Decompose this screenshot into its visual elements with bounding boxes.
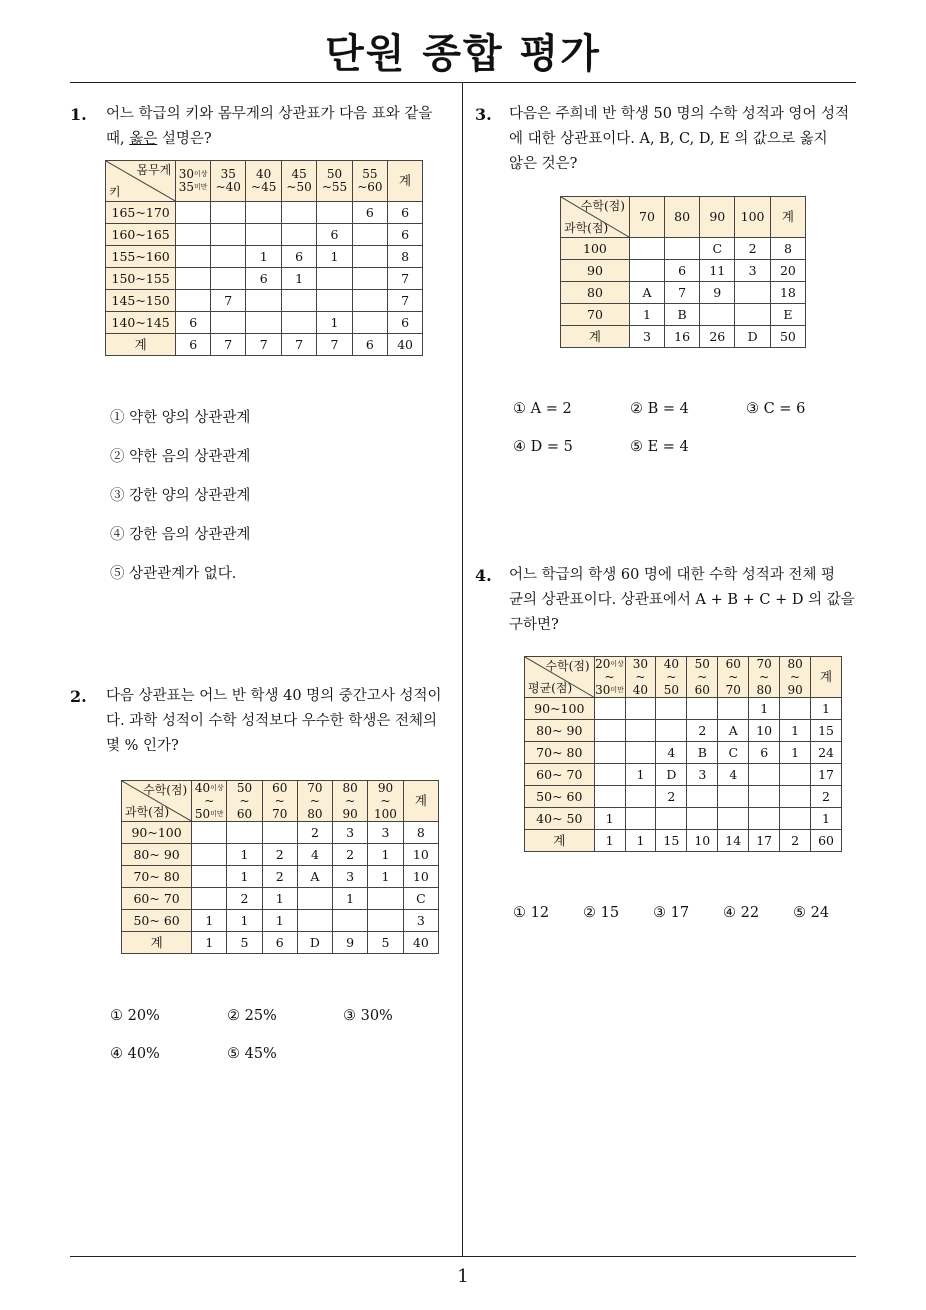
- table-cell: 1: [227, 844, 262, 866]
- col-header: 40 ~45: [246, 161, 281, 202]
- option-1[interactable]: ① 12: [513, 905, 550, 921]
- table-cell: 1: [749, 698, 780, 720]
- table-cell: 3: [687, 764, 718, 786]
- table-cell: 7: [211, 290, 246, 312]
- table-row: [106, 268, 423, 290]
- table-cell: [192, 822, 227, 844]
- table-cell: 15: [656, 830, 687, 852]
- table-cell: 8: [770, 238, 805, 260]
- table-cell: [211, 202, 246, 224]
- table-row: [106, 202, 423, 224]
- table-cell: 40~ 50: [525, 808, 595, 830]
- col-header: 70 ~ 80: [749, 657, 780, 698]
- table-row: [122, 888, 439, 910]
- question-text: 구하면?: [509, 617, 559, 633]
- table-cell: [687, 786, 718, 808]
- col-header: 35 ~40: [211, 161, 246, 202]
- table-cell: 3: [403, 910, 438, 932]
- table-row: [106, 224, 423, 246]
- col-header: 90: [700, 197, 735, 238]
- table-cell: A: [297, 866, 332, 888]
- table-cell: D: [656, 764, 687, 786]
- table-cell: [594, 698, 625, 720]
- option-4[interactable]: ④ 강한 음의 상관관계: [110, 527, 251, 543]
- table-cell: 6: [176, 312, 211, 334]
- table-cell: 4: [656, 742, 687, 764]
- table-cell: C: [700, 238, 735, 260]
- table-cell: 1: [594, 830, 625, 852]
- option-4[interactable]: ④ D = 5: [513, 439, 573, 455]
- table-cell: [687, 808, 718, 830]
- option-5[interactable]: ⑤ 상관관계가 없다.: [110, 566, 237, 582]
- table-cell: 3: [629, 326, 664, 348]
- table-row: [561, 238, 806, 260]
- correlation-table-q3: [560, 196, 806, 348]
- table-cell: 6: [388, 202, 423, 224]
- table-cell: [352, 246, 387, 268]
- table-cell: 2: [262, 866, 297, 888]
- table-cell: 1: [262, 888, 297, 910]
- table-cell: 70~ 80: [122, 866, 192, 888]
- table-cell: 9: [333, 932, 368, 954]
- option-1[interactable]: ① A = 2: [513, 401, 572, 417]
- col-total-header: 계: [770, 197, 805, 238]
- question-text: 때, 옳은 설명은?: [106, 131, 212, 147]
- top-rule: [70, 82, 856, 83]
- table-cell: 80~ 90: [122, 844, 192, 866]
- table-cell: [718, 698, 749, 720]
- option-1[interactable]: ① 20%: [110, 1008, 160, 1024]
- table-row: [106, 290, 423, 312]
- table-cell: 계: [525, 830, 595, 852]
- table-cell: [665, 238, 700, 260]
- table-cell: 5: [227, 932, 262, 954]
- table-row: [122, 910, 439, 932]
- table-cell: 6: [281, 246, 316, 268]
- col-header: 80: [665, 197, 700, 238]
- table-cell: C: [718, 742, 749, 764]
- table-cell: 7: [317, 334, 352, 356]
- option-4[interactable]: ④ 40%: [110, 1046, 160, 1062]
- table-cell: 7: [281, 334, 316, 356]
- table-cell: 90~100: [525, 698, 595, 720]
- table-cell: 7: [211, 334, 246, 356]
- table-cell: [227, 822, 262, 844]
- col-header: 45 ~50: [281, 161, 316, 202]
- table-cell: 24: [811, 742, 842, 764]
- option-3[interactable]: ③ C = 6: [746, 401, 806, 417]
- table-cell: 17: [749, 830, 780, 852]
- table-cell: [629, 260, 664, 282]
- table-total-row: [525, 830, 842, 852]
- table-cell: 3: [333, 866, 368, 888]
- table-cell: 50~ 60: [122, 910, 192, 932]
- table-cell: [352, 268, 387, 290]
- table-cell: [594, 742, 625, 764]
- table-cell: [176, 290, 211, 312]
- table-cell: 10: [403, 866, 438, 888]
- question-number: 3.: [475, 105, 492, 124]
- table-cell: 6: [352, 202, 387, 224]
- table-cell: 1: [780, 720, 811, 742]
- table-cell: 6: [388, 312, 423, 334]
- col-header: 60 ~ 70: [718, 657, 749, 698]
- option-3[interactable]: ③ 강한 양의 상관관계: [110, 488, 251, 504]
- table-cell: [749, 786, 780, 808]
- table-cell: [700, 304, 735, 326]
- table-cell: A: [718, 720, 749, 742]
- table-cell: 6: [352, 334, 387, 356]
- table-cell: [629, 238, 664, 260]
- table-total-row: [122, 932, 439, 954]
- table-cell: [735, 282, 770, 304]
- table-cell: 1: [192, 932, 227, 954]
- table-cell: 10: [749, 720, 780, 742]
- table-cell: 1: [368, 844, 404, 866]
- option-4[interactable]: ④ 22: [723, 905, 760, 921]
- col-header: 30 ~ 40: [625, 657, 656, 698]
- page-title: 단원 종합 평가: [325, 31, 601, 77]
- table-cell: [317, 202, 352, 224]
- col-header: 50 ~55: [317, 161, 352, 202]
- question-number: 1.: [70, 105, 87, 124]
- table-cell: 10: [403, 844, 438, 866]
- question-text: 다음 상관표는 어느 반 학생 40 명의 중간고사 성적이: [106, 688, 442, 704]
- table-cell: D: [735, 326, 770, 348]
- column-divider: [462, 83, 463, 1257]
- table-cell: 60~ 70: [525, 764, 595, 786]
- table-cell: 100: [561, 238, 630, 260]
- table-cell: 40: [388, 334, 423, 356]
- table-cell: 11: [700, 260, 735, 282]
- table-cell: [176, 224, 211, 246]
- table-cell: 17: [811, 764, 842, 786]
- question-text: 어느 학급의 키와 몸무게의 상관표가 다음 표와 같을: [106, 106, 433, 122]
- table-cell: 1: [629, 304, 664, 326]
- table-cell: 155~160: [106, 246, 176, 268]
- col-header: 60 ~ 70: [262, 781, 297, 822]
- table-row: [561, 260, 806, 282]
- table-cell: 3: [333, 822, 368, 844]
- question-text: 균의 상관표이다. 상관표에서 A + B + C + D 의 값을: [509, 592, 855, 608]
- col-header: $20^{이상}$ ~ $30^{미만}$: [595, 656, 624, 697]
- table-cell: 4: [718, 764, 749, 786]
- table-cell: 7: [246, 334, 281, 356]
- col-header: 80 ~ 90: [780, 657, 811, 698]
- table-row: [525, 808, 842, 830]
- table-cell: [625, 808, 656, 830]
- correlation-table-q4: [524, 656, 842, 852]
- emphasis-underline: 옳은: [129, 131, 158, 147]
- table-cell: 20: [770, 260, 805, 282]
- option-3[interactable]: ③ 30%: [343, 1008, 393, 1024]
- table-row: [525, 764, 842, 786]
- col-total-header: 계: [388, 161, 423, 202]
- table-cell: [246, 290, 281, 312]
- col-header: 90 ~ 100: [368, 781, 404, 822]
- option-5[interactable]: ⑤ E = 4: [630, 439, 689, 455]
- table-cell: [281, 224, 316, 246]
- table-cell: [176, 268, 211, 290]
- table-cell: 2: [297, 822, 332, 844]
- table-cell: [192, 888, 227, 910]
- col-header: $40^{이상}$ ~ $50^{미만}$: [192, 781, 227, 822]
- table-cell: 2: [780, 830, 811, 852]
- table-cell: 2: [262, 844, 297, 866]
- table-cell: 6: [317, 224, 352, 246]
- table-cell: 6: [749, 742, 780, 764]
- table-cell: C: [403, 888, 438, 910]
- table-row: [122, 866, 439, 888]
- table-cell: 7: [388, 268, 423, 290]
- option-2[interactable]: ② 25%: [227, 1008, 277, 1024]
- table-cell: B: [665, 304, 700, 326]
- table-cell: [368, 888, 404, 910]
- col-total-header: 계: [811, 657, 842, 698]
- table-cell: [352, 224, 387, 246]
- question-text: 어느 학급의 학생 60 명에 대한 수학 성적과 전체 평: [509, 567, 836, 583]
- table-cell: 10: [687, 830, 718, 852]
- table-cell: 160~165: [106, 224, 176, 246]
- table-cell: [656, 720, 687, 742]
- table-cell: [176, 246, 211, 268]
- option-2[interactable]: ② 약한 음의 상관관계: [110, 449, 251, 465]
- table-cell: 6: [176, 334, 211, 356]
- table-cell: [749, 764, 780, 786]
- table-cell: D: [297, 932, 332, 954]
- option-5[interactable]: ⑤ 45%: [227, 1046, 277, 1062]
- col-header: 50 ~ 60: [687, 657, 718, 698]
- table-cell: [656, 698, 687, 720]
- table-cell: [333, 910, 368, 932]
- table-cell: 60: [811, 830, 842, 852]
- table-cell: 1: [780, 742, 811, 764]
- table-cell: 2: [687, 720, 718, 742]
- option-2[interactable]: ② B = 4: [630, 401, 689, 417]
- table-cell: [176, 202, 211, 224]
- table-cell: [368, 910, 404, 932]
- table-cell: [246, 312, 281, 334]
- table-cell: 16: [665, 326, 700, 348]
- table-cell: [281, 290, 316, 312]
- table-cell: 18: [770, 282, 805, 304]
- table-row: [122, 844, 439, 866]
- table-cell: 90: [561, 260, 630, 282]
- table-cell: 2: [735, 238, 770, 260]
- table-cell: 8: [388, 246, 423, 268]
- table-cell: [192, 866, 227, 888]
- table-row: [525, 742, 842, 764]
- table-cell: [192, 844, 227, 866]
- table-cell: 6: [246, 268, 281, 290]
- table-cell: 1: [811, 808, 842, 830]
- option-1[interactable]: ① 약한 양의 상관관계: [110, 410, 251, 426]
- col-header: $30^{이상}$ $35^{미만}$: [176, 161, 211, 202]
- table-cell: [352, 312, 387, 334]
- table-cell: [718, 808, 749, 830]
- table-cell: E: [770, 304, 805, 326]
- table-cell: [211, 312, 246, 334]
- table-cell: [297, 910, 332, 932]
- table-cell: [718, 786, 749, 808]
- table-cell: 1: [368, 866, 404, 888]
- table-row: [561, 304, 806, 326]
- table-cell: 2: [227, 888, 262, 910]
- table-cell: 2: [656, 786, 687, 808]
- table-cell: 70~ 80: [525, 742, 595, 764]
- table-cell: 26: [700, 326, 735, 348]
- table-cell: 145~150: [106, 290, 176, 312]
- question-text: 다. 과학 성적이 수학 성적보다 우수한 학생은 전체의: [106, 713, 438, 729]
- correlation-table-q1: [105, 160, 423, 356]
- table-cell: 90~100: [122, 822, 192, 844]
- col-header: 70 ~ 80: [297, 781, 332, 822]
- table-corner: 수학(점) 평균(점): [525, 657, 595, 698]
- table-cell: 50~ 60: [525, 786, 595, 808]
- table-cell: [262, 822, 297, 844]
- table-cell: 60~ 70: [122, 888, 192, 910]
- table-cell: [297, 888, 332, 910]
- table-cell: B: [687, 742, 718, 764]
- table-cell: 1: [227, 910, 262, 932]
- table-cell: [780, 698, 811, 720]
- table-cell: 6: [388, 224, 423, 246]
- col-header: 70: [629, 197, 664, 238]
- page-number: 1: [457, 1266, 469, 1287]
- table-cell: 1: [625, 764, 656, 786]
- col-header: 50 ~ 60: [227, 781, 262, 822]
- option-3[interactable]: ③ 17: [653, 905, 690, 921]
- table-cell: 4: [297, 844, 332, 866]
- table-cell: 1: [333, 888, 368, 910]
- table-cell: 1: [281, 268, 316, 290]
- table-cell: 6: [262, 932, 297, 954]
- table-row: [525, 720, 842, 742]
- table-total-row: [106, 334, 423, 356]
- table-total-row: [561, 326, 806, 348]
- table-cell: [317, 268, 352, 290]
- question-text: 몇 % 인가?: [106, 738, 179, 754]
- table-cell: [317, 290, 352, 312]
- table-cell: 3: [735, 260, 770, 282]
- table-cell: 15: [811, 720, 842, 742]
- table-cell: 3: [368, 822, 404, 844]
- table-cell: 165~170: [106, 202, 176, 224]
- table-cell: [281, 312, 316, 334]
- col-total-header: 계: [403, 781, 438, 822]
- table-cell: [749, 808, 780, 830]
- table-cell: 70: [561, 304, 630, 326]
- table-cell: [625, 720, 656, 742]
- table-row: [525, 786, 842, 808]
- table-cell: 1: [811, 698, 842, 720]
- table-cell: [352, 290, 387, 312]
- table-cell: 80~ 90: [525, 720, 595, 742]
- table-cell: 1: [625, 830, 656, 852]
- table-cell: 1: [317, 246, 352, 268]
- table-cell: [281, 202, 316, 224]
- bottom-rule: [70, 1256, 856, 1257]
- col-header: 80 ~ 90: [333, 781, 368, 822]
- question-text: 않은 것은?: [509, 156, 578, 172]
- table-row: [525, 698, 842, 720]
- question-number: 2.: [70, 687, 87, 706]
- table-cell: 7: [665, 282, 700, 304]
- table-row: [106, 246, 423, 268]
- table-cell: 계: [106, 334, 176, 356]
- table-cell: 1: [192, 910, 227, 932]
- table-cell: 계: [122, 932, 192, 954]
- table-cell: [625, 698, 656, 720]
- table-row: [122, 822, 439, 844]
- table-cell: 8: [403, 822, 438, 844]
- table-cell: [625, 742, 656, 764]
- table-cell: 7: [388, 290, 423, 312]
- table-corner: 수학(점) 과학(점): [122, 781, 192, 822]
- table-cell: 80: [561, 282, 630, 304]
- table-cell: 5: [368, 932, 404, 954]
- table-cell: 2: [811, 786, 842, 808]
- table-cell: [687, 698, 718, 720]
- table-corner: 수학(점) 과학(점): [561, 197, 630, 238]
- table-cell: [594, 764, 625, 786]
- table-cell: [211, 246, 246, 268]
- table-cell: 1: [594, 808, 625, 830]
- table-cell: [625, 786, 656, 808]
- table-cell: 1: [262, 910, 297, 932]
- question-text: 에 대한 상관표이다. A, B, C, D, E 의 값으로 옳지: [509, 131, 828, 147]
- table-cell: 2: [333, 844, 368, 866]
- table-cell: [735, 304, 770, 326]
- table-cell: 14: [718, 830, 749, 852]
- table-cell: [780, 764, 811, 786]
- option-2[interactable]: ② 15: [583, 905, 620, 921]
- table-cell: 140~145: [106, 312, 176, 334]
- table-cell: 계: [561, 326, 630, 348]
- table-row: [106, 312, 423, 334]
- table-cell: 1: [246, 246, 281, 268]
- table-row: [561, 282, 806, 304]
- question-number: 4.: [475, 566, 492, 585]
- table-cell: [246, 202, 281, 224]
- table-cell: [780, 808, 811, 830]
- col-header: 40 ~ 50: [656, 657, 687, 698]
- table-cell: 150~155: [106, 268, 176, 290]
- table-cell: [211, 268, 246, 290]
- table-cell: 6: [665, 260, 700, 282]
- table-cell: 1: [227, 866, 262, 888]
- table-corner: 몸무게 키: [106, 161, 176, 202]
- table-cell: [211, 224, 246, 246]
- table-cell: [656, 808, 687, 830]
- question-text: 다음은 주희네 반 학생 50 명의 수학 성적과 영어 성적: [509, 106, 850, 122]
- option-5[interactable]: ⑤ 24: [793, 905, 830, 921]
- table-cell: [594, 720, 625, 742]
- table-cell: 40: [403, 932, 438, 954]
- col-header: 55 ~60: [352, 161, 387, 202]
- table-cell: 9: [700, 282, 735, 304]
- table-cell: 50: [770, 326, 805, 348]
- correlation-table-q2: [121, 780, 439, 954]
- table-cell: A: [629, 282, 664, 304]
- col-header: 100: [735, 197, 770, 238]
- table-cell: [594, 786, 625, 808]
- table-cell: [246, 224, 281, 246]
- table-cell: 1: [317, 312, 352, 334]
- table-cell: [780, 786, 811, 808]
